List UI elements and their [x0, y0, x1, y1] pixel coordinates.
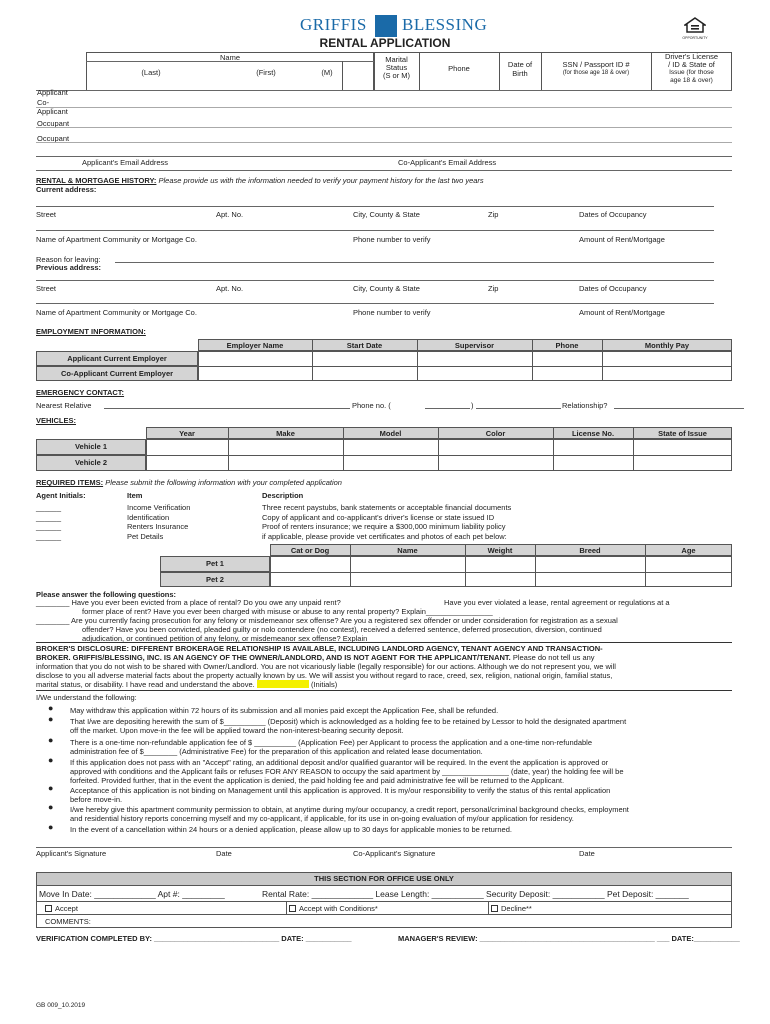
row-co-applicant: Applicant [37, 107, 68, 116]
nearest-relative-label: Nearest Relative [36, 401, 92, 410]
form-code: GB 009_10.2019 [36, 1002, 86, 1009]
item-insurance: Renters Insurance [127, 522, 189, 531]
col-ssn: SSN / Passport ID # (for those age 18 & over) [562, 60, 630, 76]
required-items-list [127, 503, 190, 541]
co-applicant-email-label: Co-Applicant's Email Address [398, 158, 497, 167]
desc-insurance: Proof of renters insurance; we require a $300,000 minimum liability policy [262, 522, 506, 531]
pet-col-type: Cat or Dog [290, 546, 330, 555]
emp-col-pay: Monthly Pay [644, 341, 690, 350]
broker-disclosure: BROKER'S DISCLOSURE: DIFFERENT BROKERAGE RELATIONSHIP IS AVAILABLE, INCLUDING LANDLORD AGENCY, TENANT AGENCY AND TRANSACTION- BROKER. GRIFFIS/BLESSING, INC. IS AN AGENCY OF THE OWNER/LANDLORD, AND IS NOT AGENT FOR THE APPLICANT/TENANT. Please do not tell us any information that you do not wish to be shared with Owner/Landlord. You are not vicariously liable (legally responsible) for our actions. Although we do not represent you, we will disclose to you all adverse material facts about the property actually known by us. We will assist you without regard to race, creed, sex, religion, national origin, familial status, marital status, or disability. I have read and understand the above. (Initials) [36, 644, 616, 689]
pet-row-1: Pet 1 [206, 559, 224, 568]
item-identification: Identification [127, 512, 170, 522]
managers-review-line[interactable]: MANAGER'S REVIEW: __________________________________________ ___ DATE:___________ [398, 934, 740, 943]
equal-housing-icon [684, 17, 706, 35]
emergency-phone-label: Phone no. ( [352, 401, 391, 410]
logo-mark [375, 15, 397, 37]
applicant-signature-label: Applicant's Signature [36, 849, 107, 858]
row-occupant-1: Occupant [37, 119, 70, 128]
prev-street-label: Street [36, 284, 57, 293]
prev-phone-verify-label: Phone number to verify [353, 308, 431, 317]
pet-col-weight: Weight [487, 546, 513, 555]
questions-heading: Please answer the following questions: [36, 590, 177, 599]
row-co: Co- [37, 98, 50, 107]
relationship-label: Relationship? [562, 401, 608, 410]
employment-table [36, 339, 732, 381]
applicant-table [36, 52, 732, 145]
description-header: Description [262, 491, 304, 500]
current-address-label: Current address: [36, 185, 97, 194]
logo-blessing: BLESSING [402, 15, 488, 34]
term-7: In the event of a cancellation within 24 hours or a denied application, please allow up to 30 days for applicable monies to be returned. [70, 825, 512, 834]
zip-label: Zip [488, 210, 499, 219]
co-applicant-signature-label: Co-Applicant's Signature [353, 849, 436, 858]
understand-heading: I/We understand the following: [36, 693, 137, 702]
pet-col-breed: Breed [579, 546, 601, 555]
logo-griffis: GRIFFIS [300, 15, 367, 34]
pet-col-age: Age [681, 546, 696, 555]
bullet-icon: ● [48, 703, 54, 713]
previous-address-label: Previous address: [36, 263, 102, 272]
emp-col-start: Start Date [346, 341, 383, 350]
emergency-paren: ) [471, 401, 474, 410]
desc-income: Three recent paystubs, bank statements or acceptable financial documents [262, 503, 512, 512]
col-dob: Date of Birth [507, 60, 533, 78]
prev-zip-label: Zip [488, 284, 499, 293]
term-4: If this application does not pass with an "Accept" rating, an additional deposit and/or qualified guarantor will be required. In the event the application is approved or approved with conditions and the Applicant fails or refuses FOR ANY REASON to occupy the said apartment by ________________ (date, year) the holding fee will be forfeited. Provided further, that in the event the application is denied, the paid holding fee and paid administrative fee will be returned to the Applicant. [70, 758, 624, 785]
prev-apt-label: Apt. No. [216, 284, 244, 293]
veh-col-license: License No. [571, 429, 615, 438]
bullet-icon: ● [48, 735, 54, 745]
applicant-date-label: Date [216, 849, 232, 858]
bullet-icon: ● [48, 783, 54, 793]
comments-label: COMMENTS: [45, 917, 91, 926]
emp-col-employer: Employer Name [226, 341, 284, 350]
accept-conditions-checkbox[interactable]: Accept with Conditions* [289, 904, 378, 913]
community-label: Name of Apartment Community or Mortgage Co. [36, 235, 197, 244]
term-5: Acceptance of this application is not binding on Management until this application is approved. It is my/our responsibility to verify the status of this rental application before move-in. [70, 786, 611, 804]
veh-row-2: Vehicle 2 [74, 458, 108, 467]
col-marital: Marital Status (S or M) [382, 55, 411, 80]
employment-heading: EMPLOYMENT INFORMATION: [36, 327, 146, 336]
veh-col-state: State of Issue [658, 429, 707, 438]
phone-verify-label: Phone number to verify [353, 235, 431, 244]
amount-label: Amount of Rent/Mortgage [579, 235, 665, 244]
emergency-heading: EMERGENCY CONTACT: [36, 388, 125, 397]
eho-caption: OPPORTUNITY [682, 36, 708, 40]
vehicles-heading: VEHICLES: [36, 416, 77, 425]
veh-col-model: Model [379, 429, 402, 438]
reason-label: Reason for leaving: [36, 255, 101, 264]
col-phone: Phone [448, 64, 470, 73]
name-header: Name [219, 53, 240, 62]
bullet-icon: ● [48, 802, 54, 812]
veh-row-1: Vehicle 1 [74, 442, 108, 451]
term-2: That I/we are depositing herewith the sum of $__________ (Deposit) which is acknowledged as a holding fee to be retained by Lessor to hold the designated apartment off the market. Upon move-in the fee will be applied toward the non-interest-bearing security deposit. [70, 717, 627, 735]
col-middle: (M) [321, 68, 333, 77]
co-applicant-date-label: Date [579, 849, 595, 858]
initials-highlight[interactable] [257, 680, 309, 688]
move-in-fields[interactable]: Move In Date: _____________ Apt #: _________ [39, 889, 225, 899]
required-heading: REQUIRED ITEMS: Please submit the following information with your completed application [36, 478, 342, 487]
agent-initial-blanks: ______ ______ ______ ______ [36, 503, 62, 541]
col-first: (First) [256, 68, 276, 77]
verification-line[interactable]: VERIFICATION COMPLETED BY: ______________________________ DATE: ___________ [36, 934, 352, 943]
pets-table [160, 544, 732, 587]
dates-label: Dates of Occupancy [579, 210, 647, 219]
item-pet: Pet Details [127, 531, 164, 541]
col-license: Driver's License / ID & State of Issue (for those age 18 & over) [664, 52, 719, 84]
veh-col-year: Year [179, 429, 195, 438]
row-labels [37, 87, 69, 145]
office-use-box [36, 872, 732, 928]
apt-label: Apt. No. [216, 210, 244, 219]
prev-community-label: Name of Apartment Community or Mortgage Co. [36, 308, 197, 317]
row-applicant: Applicant [37, 88, 68, 97]
rental-rate-fields[interactable]: Rental Rate: _____________ Lease Length: ___________ Security Deposit: ___________ Pet Deposit: _______ [262, 889, 689, 899]
item-header: Item [127, 491, 143, 500]
questions-block: ________ Have you ever been evicted from a place of rental? Do you owe any unpaid rent? Have you ever violated a lease, rental agreement or regulations at a former place of rent? Have you ever been charged with misuse or abuse to any rental property? Explain________________ ________ Are you currently facing prosecution for any felony or misdemeanor sex offense? Are you a registered sex offender or under consideration for registration as a sexual offender? Have you been convicted, pleaded guilty or nolo contendere (no contest), received a deferred sentence, deferred prosecution, diversion, continued adjudication, or continued petition of any felony, or misdemeanor sex offense? Explain_______________________________________________________ [36, 598, 670, 643]
rental-history-heading: RENTAL & MORTGAGE HISTORY: Please provide us with the information needed to verify your payment history for the last two years [36, 176, 484, 185]
page-title: RENTAL APPLICATION [319, 36, 451, 50]
prev-dates-label: Dates of Occupancy [579, 284, 647, 293]
veh-col-make: Make [276, 429, 295, 438]
decline-checkbox[interactable]: Decline** [491, 904, 532, 913]
term-1: May withdraw this application within 72 hours of its submission and all monies paid except the Application Fee, shall be refunded. [70, 706, 499, 715]
office-heading: THIS SECTION FOR OFFICE USE ONLY [37, 873, 731, 885]
prev-city-label: City, County & State [353, 284, 420, 293]
desc-identification: Copy of applicant and co-applicant's driver's license or state issued ID [262, 512, 495, 522]
emp-row-co-applicant: Co-Applicant Current Employer [60, 369, 174, 378]
bullet-icon: ● [48, 714, 54, 724]
prev-amount-label: Amount of Rent/Mortgage [579, 308, 665, 317]
veh-col-color: Color [485, 429, 506, 438]
desc-pet: if applicable, please provide vet certificates and photos of each pet below: [262, 531, 507, 541]
bullet-icon: ● [48, 822, 54, 832]
agent-initials-label: Agent Initials: [36, 491, 86, 500]
street-label: Street [36, 210, 57, 219]
vehicles-table [36, 427, 732, 471]
emp-row-applicant: Applicant Current Employer [67, 354, 167, 363]
emp-col-phone: Phone [555, 341, 579, 350]
applicant-email-label: Applicant's Email Address [82, 158, 169, 167]
col-last: (Last) [141, 68, 161, 77]
bullet-icon: ● [48, 755, 54, 765]
term-6: I/we hereby give this apartment community permission to obtain, at anytime during my/our occupancy, a credit report, personal/criminal background checks, employment and residential history reports concerning myself and my co-applicant, if applicable, for its use in on-going evaluation of my/our application for residency. [70, 805, 629, 823]
item-income: Income Verification [127, 503, 191, 512]
city-label: City, County & State [353, 210, 420, 219]
pet-row-2: Pet 2 [206, 575, 224, 584]
emp-col-supervisor: Supervisor [454, 341, 495, 350]
row-occupant-2: Occupant [37, 134, 70, 143]
accept-checkbox[interactable]: Accept [45, 904, 78, 913]
required-descriptions [262, 503, 511, 541]
pet-col-name: Name [397, 546, 418, 555]
term-3: There is a one-time non-refundable application fee of $ __________ (Application Fee) per Applicant to process the application and a one-time non-refundable administration fee of $________ (Administrative Fee) for the preparation of this application and related lease documentation. [70, 738, 593, 756]
